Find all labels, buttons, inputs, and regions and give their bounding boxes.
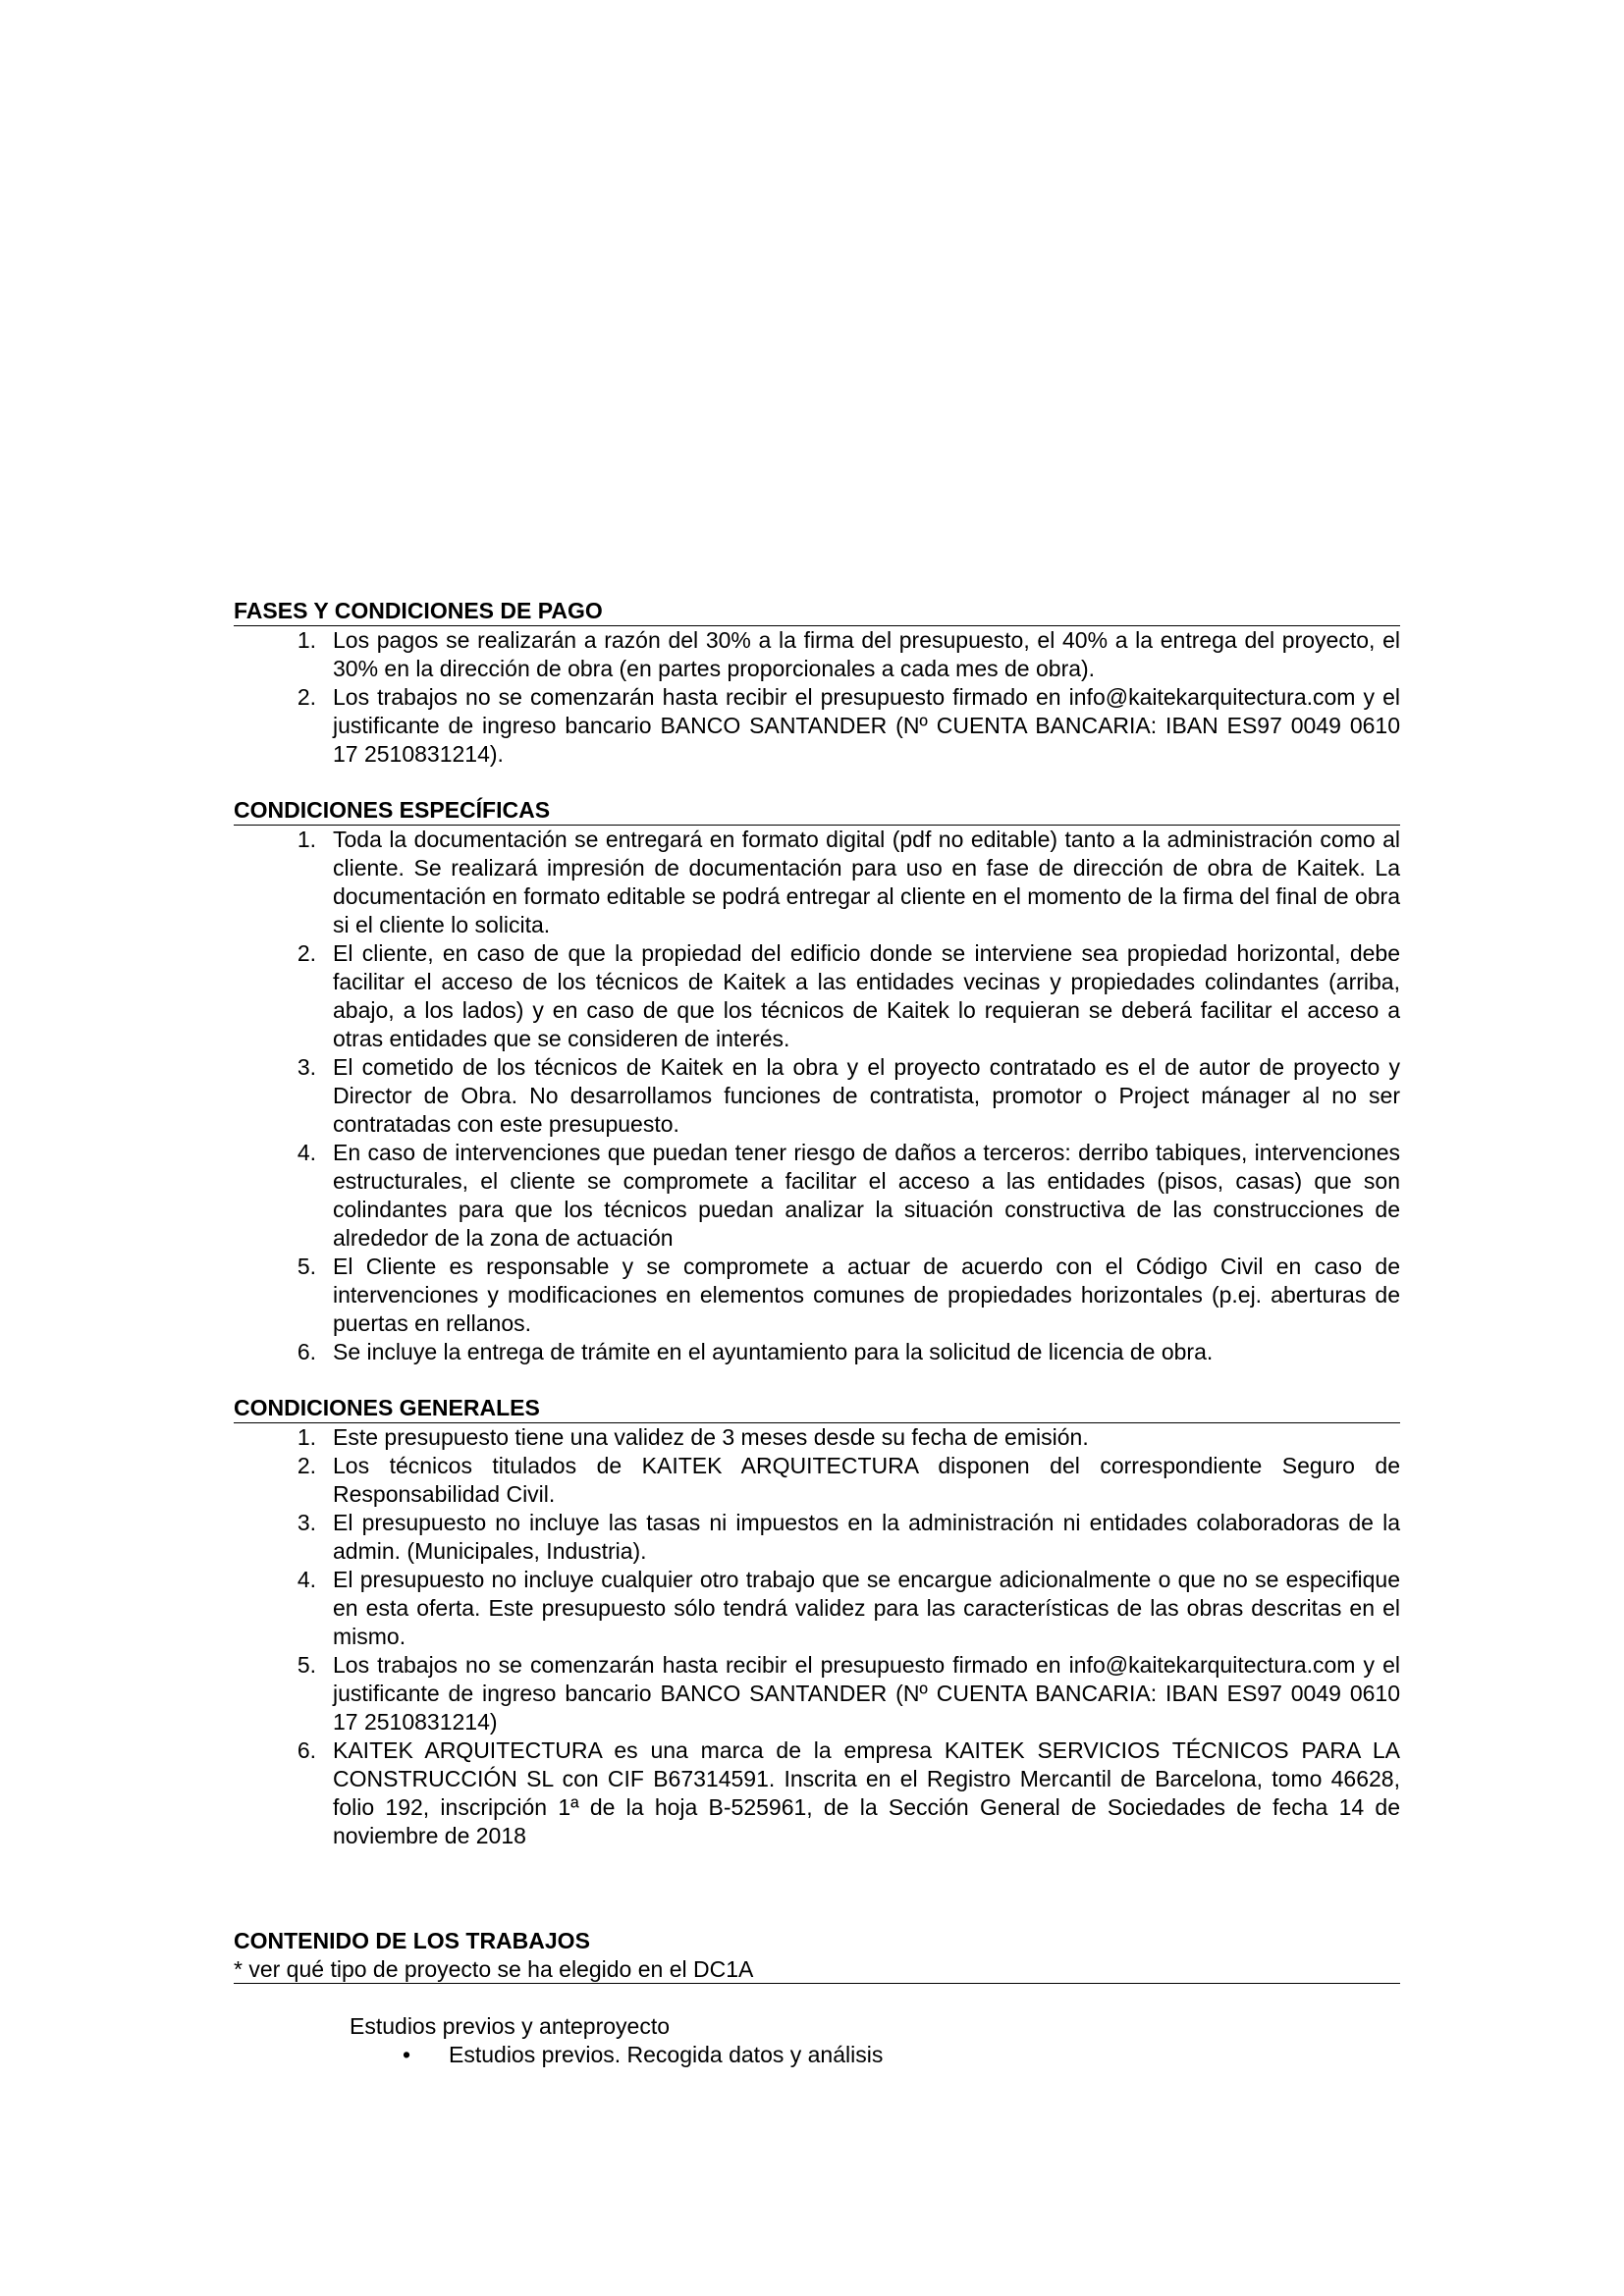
list-item-text: Toda la documentación se entregará en formato digital (pdf no editable) tanto a la administración como al cliente. Se realizará impresión de documentación para uso en fase de dirección de obra de Kaitek. La documentación en formato editable se podrá entregar al cliente en el momento de la firma del final de obra si el cliente lo solicita. [333, 827, 1400, 937]
list-item: 6. KAITEK ARQUITECTURA es una marca de la empresa KAITEK SERVICIOS TÉCNICOS PARA LA CONSTRUCCIÓN SL con CIF B67314591. Inscrita en el Registro Mercantil de Barcelona, tomo 46628, folio 192, inscripción 1ª de la hoja B-525961, de la Sección General de Sociedades de fecha 14 de noviembre de 2018 [297, 1737, 1400, 1848]
list-item-text: El presupuesto no incluye las tasas ni impuestos en la administración ni entidades colaboradoras de la admin. (Municipales, Industria). [333, 1510, 1400, 1564]
contenido-note: * ver qué tipo de proyecto se ha elegido en el DC1A [234, 1956, 754, 1982]
section-title-contenido-trabajos: CONTENIDO DE LOS TRABAJOS [234, 1928, 590, 1953]
list-item-text: El cliente, en caso de que la propiedad del edificio donde se interviene sea propiedad horizontal, debe facilitar el acceso de los técnicos de Kaitek a las entidades vecinas y propiedades colindantes (arriba, abajo, a los lados) y en caso de que los técnicos de Kaitek lo requieran se deberá facilitar el acceso a otras entidades que se consideren de interés. [333, 940, 1400, 1051]
section-title-condiciones-especificas: CONDICIONES ESPECÍFICAS [234, 796, 1400, 826]
section-condiciones-generales [234, 1394, 1400, 1850]
list-item-text: El Cliente es responsable y se compromete a actuar de acuerdo con el Código Civil en caso de intervenciones y modificaciones en elementos comunes de propiedades horizontales (p.ej. aberturas de puertas en rellanos. [333, 1254, 1400, 1336]
document-page [234, 597, 1400, 2069]
list-item: 4. El presupuesto no incluye cualquier otro trabajo que se encargue adicionalmente o que no se especifique en esta oferta. Este presupuesto sólo tendrá validez para las características de las obras descritas en el mismo. [297, 1567, 1400, 1649]
list-item: 3. El cometido de los técnicos de Kaitek en la obra y el proyecto contratado es el de autor de proyecto y Director de Obra. No desarrollamos funciones de contratista, promotor o Project mánager al no ser contratadas con este presupuesto. [297, 1054, 1400, 1137]
list-item: 2. El cliente, en caso de que la propiedad del edificio donde se interviene sea propiedad horizontal, debe facilitar el acceso de los técnicos de Kaitek a las entidades vecinas y propiedades colindantes (arriba, abajo, a los lados) y en caso de que los técnicos de Kaitek lo requieran se deberá facilitar el acceso a otras entidades que se consideren de interés. [297, 940, 1400, 1051]
list-item: 1. Este presupuesto tiene una validez de 3 meses desde su fecha de emisión. [297, 1424, 1089, 1450]
list-item: 4. En caso de intervenciones que puedan tener riesgo de daños a terceros: derribo tabiques, intervenciones estructurales, el cliente se compromete a facilitar el acceso a las entidades (pisos, casas) que son colindantes para que los técnicos puedan analizar la situación constructiva de las construcciones de alrededor de la zona de actuación [297, 1140, 1400, 1251]
section-title-condiciones-generales: CONDICIONES GENERALES [234, 1394, 1400, 1423]
list-item: 1. Toda la documentación se entregará en formato digital (pdf no editable) tanto a la administración como al cliente. Se realizará impresión de documentación para uso en fase de dirección de obra de Kaitek. La documentación en formato editable se podrá entregar al cliente en el momento de la firma del final de obra si el cliente lo solicita. [297, 827, 1400, 937]
list-item-text: Los trabajos no se comenzarán hasta recibir el presupuesto firmado en info@kaitekarquitectura.com y el justificante de ingreso bancario BANCO SANTANDER (Nº CUENTA BANCARIA: IBAN ES97 0049 0610 17 2510831214) [333, 1652, 1400, 1735]
contenido-subheading: Estudios previos y anteproyecto [350, 2013, 671, 2039]
section-title-fases-pago: FASES Y CONDICIONES DE PAGO [234, 597, 1400, 626]
list-item: 2. Los trabajos no se comenzarán hasta recibir el presupuesto firmado en info@kaitekarquitectura.com y el justificante de ingreso bancario BANCO SANTANDER (Nº CUENTA BANCARIA: IBAN ES97 0049 0610 17 2510831214). [297, 684, 1400, 767]
list-item-text: Los trabajos no se comenzarán hasta recibir el presupuesto firmado en info@kaitekarquitectura.com y el justificante de ingreso bancario BANCO SANTANDER (Nº CUENTA BANCARIA: IBAN ES97 0049 0610 17 2510831214). [333, 684, 1400, 767]
contenido-header-block [234, 1927, 1400, 1984]
list-item: 3. El presupuesto no incluye las tasas ni impuestos en la administración ni entidades colaboradoras de la admin. (Municipales, Industria). [297, 1510, 1400, 1564]
section-contenido-trabajos [234, 1927, 1400, 2069]
list-item-text: El cometido de los técnicos de Kaitek en la obra y el proyecto contratado es el de autor de proyecto y Director de Obra. No desarrollamos funciones de contratista, promotor o Project mánager al no ser contratadas con este presupuesto. [333, 1054, 1400, 1137]
list-condiciones-especificas [234, 826, 1400, 1366]
section-condiciones-especificas [234, 796, 1400, 1366]
list-condiciones-generales [234, 1423, 1400, 1850]
list-item-text: Los técnicos titulados de KAITEK ARQUITECTURA disponen del correspondiente Seguro de Responsabilidad Civil. [333, 1453, 1400, 1507]
list-item-text: Este presupuesto tiene una validez de 3 meses desde su fecha de emisión. [333, 1424, 1089, 1450]
list-item-text: Se incluye la entrega de trámite en el ayuntamiento para la solicitud de licencia de obra. [333, 1339, 1214, 1364]
list-item: 2. Los técnicos titulados de KAITEK ARQUITECTURA disponen del correspondiente Seguro de Responsabilidad Civil. [297, 1453, 1400, 1507]
list-item-text: En caso de intervenciones que puedan tener riesgo de daños a terceros: derribo tabiques, intervenciones estructurales, el cliente se compromete a facilitar el acceso a las entidades (pisos, casas) que son colindantes para que los técnicos puedan analizar la situación constructiva de las construcciones de alrededor de la zona de actuación [333, 1140, 1400, 1251]
list-item-text: Los pagos se realizarán a razón del 30% a la firma del presupuesto, el 40% a la entrega del proyecto, el 30% en la dirección de obra (en partes proporcionales a cada mes de obra). [333, 627, 1400, 681]
list-item-text: El presupuesto no incluye cualquier otro trabajo que se encargue adicionalmente o que no se especifique en esta oferta. Este presupuesto sólo tendrá validez para las características de las obras descritas en el mismo. [333, 1567, 1400, 1649]
contenido-bullet-list [234, 2041, 1400, 2069]
list-item: 6. Se incluye la entrega de trámite en el ayuntamiento para la solicitud de licencia de obra. [297, 1339, 1214, 1364]
list-item-text: Estudios previos. Recogida datos y análisis [449, 2042, 884, 2067]
list-item: 5. Los trabajos no se comenzarán hasta recibir el presupuesto firmado en info@kaitekarquitectura.com y el justificante de ingreso bancario BANCO SANTANDER (Nº CUENTA BANCARIA: IBAN ES97 0049 0610 17 2510831214) [297, 1652, 1400, 1735]
list-item-text: KAITEK ARQUITECTURA es una marca de la empresa KAITEK SERVICIOS TÉCNICOS PARA LA CONSTRUCCIÓN SL con CIF B67314591. Inscrita en el Registro Mercantil de Barcelona, tomo 46628, folio 192, inscripción 1ª de la hoja B-525961, de la Sección General de Sociedades de fecha 14 de noviembre de 2018 [333, 1737, 1400, 1848]
list-item: 5. El Cliente es responsable y se compromete a actuar de acuerdo con el Código Civil en caso de intervenciones y modificaciones en elementos comunes de propiedades horizontales (p.ej. aberturas de puertas en rellanos. [297, 1254, 1400, 1336]
section-fases-pago [234, 597, 1400, 769]
list-fases-pago [234, 626, 1400, 769]
list-item [234, 2041, 1400, 2069]
list-item: 1. Los pagos se realizarán a razón del 30% a la firma del presupuesto, el 40% a la entrega del proyecto, el 30% en la dirección de obra (en partes proporcionales a cada mes de obra). [297, 627, 1400, 681]
bullet-icon: • [403, 2042, 411, 2067]
